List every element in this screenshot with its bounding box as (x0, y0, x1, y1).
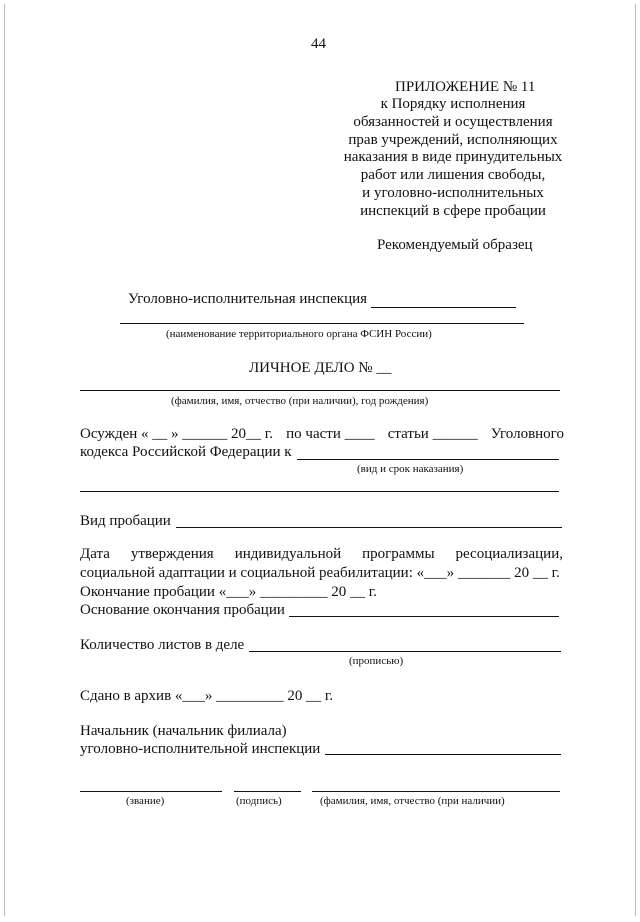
inspection-name-field[interactable] (371, 307, 516, 308)
program-word: индивидуальной (234, 546, 342, 562)
convicted-article: статьи ______ (387, 426, 478, 442)
appendix-line: инспекций в сфере пробации (360, 202, 546, 219)
signature-hint: (подпись) (236, 795, 282, 807)
probation-end-reason-label: Основание окончания пробации (80, 602, 285, 618)
page-number: 44 (311, 36, 326, 52)
archive-date: Сдано в архив «___» _________ 20 __ г. (80, 688, 334, 704)
sheets-count-hint: (прописью) (349, 655, 404, 667)
chief-title-line-2: уголовно-исполнительной инспекции (80, 741, 321, 757)
probation-type-field[interactable] (176, 527, 562, 528)
territorial-organ-field[interactable] (120, 323, 524, 324)
program-word: ресоциализации, (455, 546, 563, 562)
recommended-sample: Рекомендуемый образец (377, 237, 533, 253)
sheets-count-label: Количество листов в деле (80, 637, 245, 653)
probation-end-reason-field[interactable] (289, 616, 559, 617)
probation-end-date: Окончание пробации «___» _________ 20 __ г. (80, 584, 377, 600)
signer-name-field[interactable] (312, 791, 560, 792)
program-word: утверждения (130, 546, 214, 562)
inspection-label: Уголовно-исполнительная инспекция (128, 291, 368, 307)
full-name-hint: (фамилия, имя, отчество (при наличии), год рождения) (171, 395, 429, 407)
appendix-line: прав учреждений, исполняющих (348, 131, 558, 148)
convicted-line (80, 426, 564, 443)
convicted-part: по части ____ (286, 426, 375, 442)
chief-field[interactable] (325, 754, 561, 755)
territorial-organ-hint: (наименование территориального органа ФСИН России) (166, 328, 432, 340)
convicted-date: Осужден « __ » ______ 20__ г. (80, 426, 273, 442)
full-name-field[interactable] (80, 390, 560, 391)
appendix-line: и уголовно-исполнительных (362, 184, 544, 201)
appendix-line: к Порядку исполнения (380, 96, 526, 112)
signature-field[interactable] (234, 791, 301, 792)
probation-type-label: Вид пробации (80, 513, 171, 529)
appendix-title: ПРИЛОЖЕНИЕ № 11 (395, 79, 536, 95)
convicted-code: Уголовного (490, 426, 564, 442)
rank-field[interactable] (80, 791, 222, 792)
punishment-field-2[interactable] (80, 491, 559, 492)
program-word: Дата (80, 546, 110, 562)
program-line-1 (80, 546, 563, 563)
program-word: программы (362, 546, 435, 562)
appendix-lines (330, 96, 576, 221)
program-line-2: социальной адаптации и социальной реабилитации: «___» _______ 20 __ г. (80, 565, 560, 581)
case-title: ЛИЧНОЕ ДЕЛО № __ (249, 360, 392, 376)
rank-hint: (звание) (126, 795, 165, 807)
appendix-line: обязанностей и осуществления (353, 113, 553, 130)
appendix-line: работ или лишения свободы, (360, 167, 546, 184)
signer-name-hint: (фамилия, имя, отчество (при наличии) (320, 795, 505, 807)
convicted-line-2: кодекса Российской Федерации к (80, 444, 292, 460)
punishment-hint: (вид и срок наказания) (357, 463, 464, 475)
sheets-count-field[interactable] (249, 651, 561, 652)
punishment-field[interactable] (297, 459, 559, 460)
chief-title-line-1: Начальник (начальник филиала) (80, 723, 287, 739)
appendix-line: наказания в виде принудительных (343, 149, 563, 166)
